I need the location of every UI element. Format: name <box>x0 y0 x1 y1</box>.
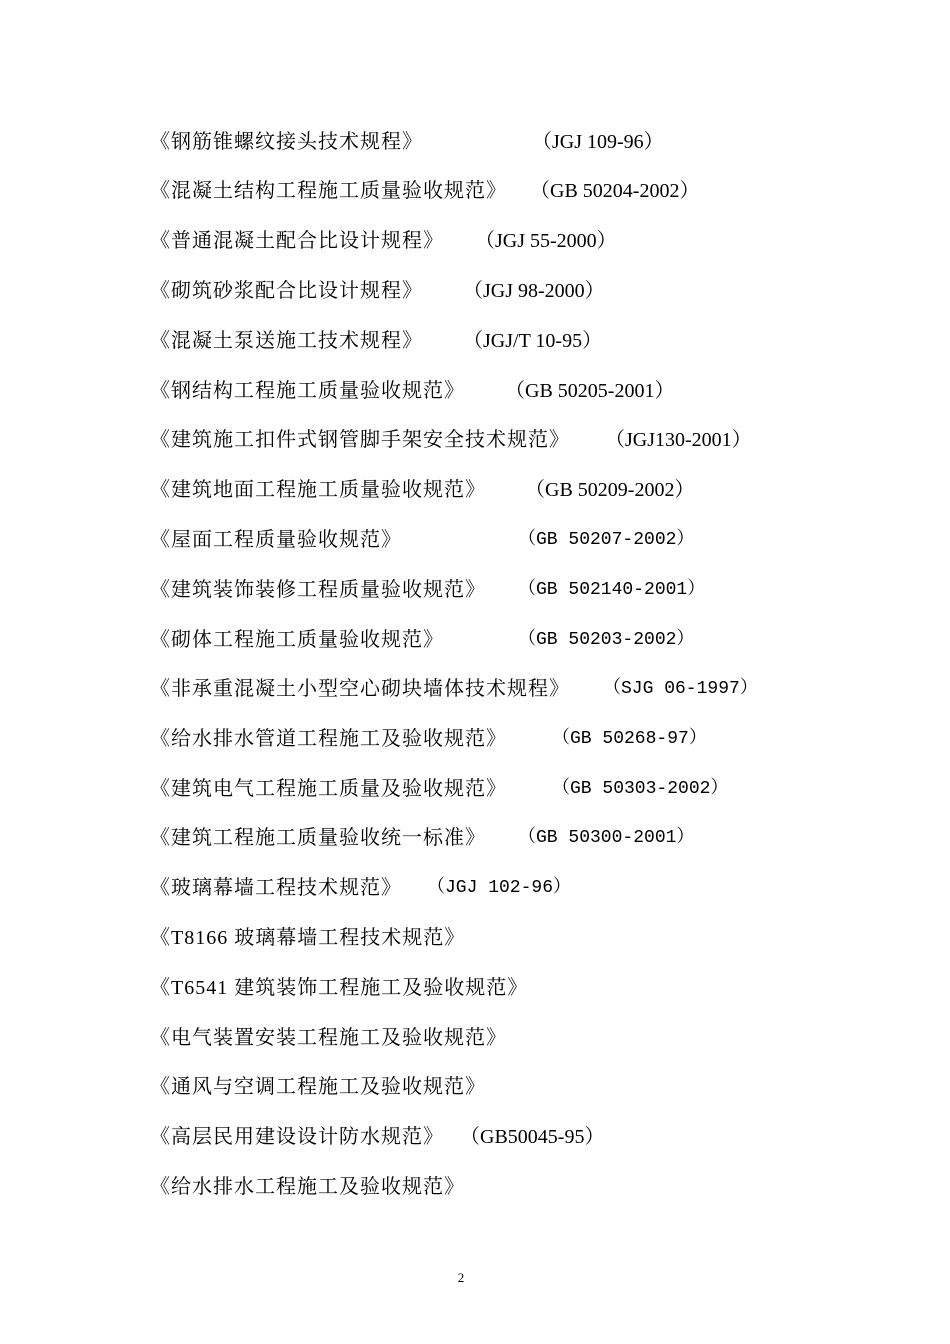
reference-title: 《非承重混凝土小型空心砌块墙体技术规程》 <box>150 678 570 700</box>
reference-code: （GB 50204-2002） <box>530 180 700 202</box>
reference-code: （GB 50207-2002） <box>518 530 695 550</box>
reference-title: 《建筑装饰装修工程质量验收规范》 <box>150 579 486 601</box>
reference-code: （JGJ130-2001） <box>605 429 752 451</box>
reference-title: 《电气装置安装工程施工及验收规范》 <box>150 1027 507 1049</box>
reference-title: 《建筑地面工程施工质量验收规范》 <box>150 479 486 501</box>
reference-title: 《混凝土泵送施工技术规程》 <box>150 330 423 352</box>
reference-title: 《钢筋锥螺纹接头技术规程》 <box>150 131 423 153</box>
reference-code: （GB 50300-2001） <box>518 828 695 848</box>
reference-title: 《给水排水管道工程施工及验收规范》 <box>150 728 507 750</box>
reference-title: 《建筑工程施工质量验收统一标准》 <box>150 827 486 849</box>
reference-title: 《玻璃幕墙工程技术规范》 <box>150 877 402 899</box>
reference-code: （JGJ 98-2000） <box>463 280 605 302</box>
reference-code: （JGJ 109-96） <box>532 131 664 153</box>
reference-code: （GB50045-95） <box>460 1126 605 1148</box>
reference-title: 《普通混凝土配合比设计规程》 <box>150 230 444 252</box>
reference-title: 《通风与空调工程施工及验收规范》 <box>150 1076 486 1098</box>
reference-title: 《T6541 建筑装饰工程施工及验收规范》 <box>150 977 529 999</box>
reference-title: 《T8166 玻璃幕墙工程技术规范》 <box>150 927 466 949</box>
reference-code: （GB 50203-2002） <box>518 630 695 650</box>
reference-title: 《砌筑砂浆配合比设计规程》 <box>150 280 423 302</box>
reference-code: （SJG 06-1997） <box>603 679 758 699</box>
reference-code: （GB 50205-2001） <box>505 380 675 402</box>
reference-title: 《建筑施工扣件式钢管脚手架安全技术规范》 <box>150 429 570 451</box>
reference-title: 《高层民用建设设计防水规范》 <box>150 1126 444 1148</box>
reference-title: 《建筑电气工程施工质量及验收规范》 <box>150 778 507 800</box>
page-number: 2 <box>457 1270 465 1285</box>
reference-code: （JGJ/T 10-95） <box>463 330 603 352</box>
reference-code: （GB 50303-2002） <box>552 779 729 799</box>
reference-code: （GB 50268-97） <box>552 729 707 749</box>
reference-title: 《屋面工程质量验收规范》 <box>150 529 402 551</box>
reference-title: 《砌体工程施工质量验收规范》 <box>150 629 444 651</box>
reference-title: 《混凝土结构工程施工质量验收规范》 <box>150 180 507 202</box>
reference-title: 《钢结构工程施工质量验收规范》 <box>150 380 465 402</box>
reference-title: 《给水排水工程施工及验收规范》 <box>150 1176 465 1198</box>
reference-code: （GB 502140-2001） <box>518 580 706 600</box>
reference-code: （GB 50209-2002） <box>525 479 695 501</box>
reference-code: （JGJ 55-2000） <box>475 230 617 252</box>
reference-code: （JGJ 102-96） <box>427 878 572 898</box>
